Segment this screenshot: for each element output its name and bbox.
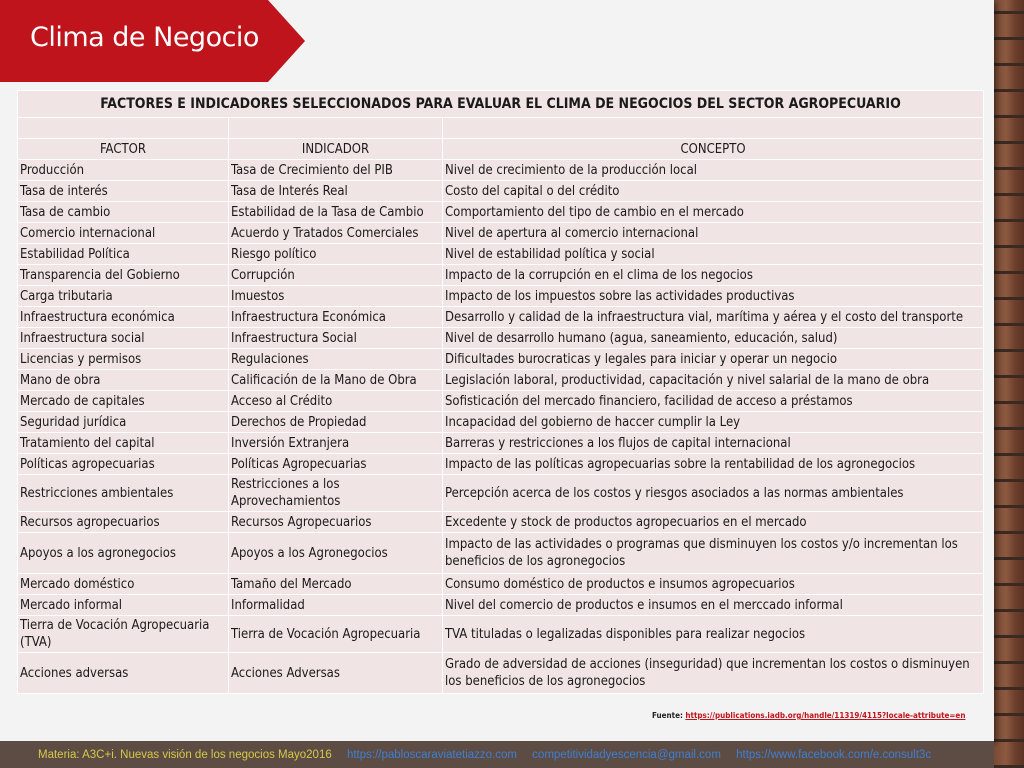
brick-wall-background: [994, 0, 1024, 768]
footer-email-link[interactable]: competitividadyescencia@gmail.com: [532, 749, 721, 761]
cell-indicador: Derechos de Propiedad: [229, 412, 443, 433]
cell-concepto: Legislación laboral, productividad, capacitación y nivel salarial de la mano de obra: [443, 370, 984, 391]
cell-indicador: Inversión Extranjera: [229, 433, 443, 454]
column-header-indicador: INDICADOR: [229, 139, 443, 160]
table-row: [18, 286, 984, 307]
footer-site-link[interactable]: https://pabloscaraviatetiazzo.com: [346, 749, 517, 761]
cell-concepto: Percepción acerca de los costos y riesgos asociados a las normas ambientales: [443, 475, 984, 512]
cell-concepto: Nivel de estabilidad política y social: [443, 244, 984, 265]
cell-concepto: Nivel de apertura al comercio internacional: [443, 223, 984, 244]
table-row: [18, 433, 984, 454]
source-label: Fuente:: [652, 711, 683, 720]
cell-indicador: Regulaciones: [229, 349, 443, 370]
table-row: [18, 328, 984, 349]
footer-course: Materia: A3C+i. Nuevas visión de los negocios Mayo2016: [38, 749, 332, 761]
cell-indicador: Acuerdo y Tratados Comerciales: [229, 223, 443, 244]
table-row: [18, 181, 984, 202]
cell-concepto: Grado de adversidad de acciones (inseguridad) que incrementan los costos o disminuyen los beneficios de los agronegocios: [443, 653, 984, 694]
table-row: [18, 512, 984, 533]
cell-indicador: Acciones Adversas: [229, 653, 443, 694]
cell-factor: Tierra de Vocación Agropecuaria (TVA): [18, 616, 229, 653]
cell-concepto: Costo del capital o del crédito: [443, 181, 984, 202]
cell-factor: Acciones adversas: [18, 653, 229, 694]
cell-concepto: Impacto de las políticas agropecuarias sobre la rentabilidad de los agronegocios: [443, 454, 984, 475]
cell-factor: Apoyos a los agronegocios: [18, 533, 229, 574]
cell-indicador: Acceso al Crédito: [229, 391, 443, 412]
cell-concepto: Nivel de crecimiento de la producción local: [443, 160, 984, 181]
cell-factor: Políticas agropecuarias: [18, 454, 229, 475]
table-row: [18, 160, 984, 181]
cell-factor: Infraestructura económica: [18, 307, 229, 328]
cell-indicador: Tierra de Vocación Agropecuaria: [229, 616, 443, 653]
cell-factor: Seguridad jurídica: [18, 412, 229, 433]
table-row: [18, 223, 984, 244]
cell-indicador: Políticas Agropecuarias: [229, 454, 443, 475]
cell-concepto: TVA tituladas o legalizadas disponibles para realizar negocios: [443, 616, 984, 653]
cell-concepto: Comportamiento del tipo de cambio en el mercado: [443, 202, 984, 223]
source-note: [652, 711, 965, 720]
footer-text: [38, 749, 931, 761]
source-link[interactable]: https://publications.iadb.org/handle/11319/4115?locale-attribute=en: [685, 711, 966, 720]
table-row: [18, 653, 984, 694]
table-row: [18, 349, 984, 370]
column-header-factor: FACTOR: [18, 139, 229, 160]
cell-factor: Producción: [18, 160, 229, 181]
table-row: [18, 244, 984, 265]
cell-concepto: Impacto de los impuestos sobre las actividades productivas: [443, 286, 984, 307]
cell-concepto: Incapacidad del gobierno de haccer cumplir la Ley: [443, 412, 984, 433]
table-row: [18, 202, 984, 223]
cell-concepto: Sofisticación del mercado financiero, facilidad de acceso a préstamos: [443, 391, 984, 412]
indicators-table: [17, 90, 983, 694]
cell-factor: Mercado informal: [18, 595, 229, 616]
cell-indicador: Recursos Agropecuarios: [229, 512, 443, 533]
blank-cell: [18, 118, 229, 139]
cell-indicador: Estabilidad de la Tasa de Cambio: [229, 202, 443, 223]
column-header-concepto: CONCEPTO: [443, 139, 984, 160]
cell-concepto: Impacto de las actividades o programas que disminuyen los costos y/o incrementan los beneficios de los agronegocios: [443, 533, 984, 574]
cell-concepto: Impacto de la corrupción en el clima de los negocios: [443, 265, 984, 286]
cell-indicador: Restricciones a los Aprovechamientos: [229, 475, 443, 512]
cell-indicador: Infraestructura Económica: [229, 307, 443, 328]
table-row: [18, 533, 984, 574]
table-row: [18, 574, 984, 595]
cell-factor: Tasa de cambio: [18, 202, 229, 223]
cell-factor: Mercado de capitales: [18, 391, 229, 412]
cell-factor: Transparencia del Gobierno: [18, 265, 229, 286]
cell-indicador: Tamaño del Mercado: [229, 574, 443, 595]
cell-indicador: Riesgo político: [229, 244, 443, 265]
table-row: [18, 475, 984, 512]
cell-factor: Recursos agropecuarios: [18, 512, 229, 533]
cell-factor: Mercado doméstico: [18, 574, 229, 595]
cell-factor: Tratamiento del capital: [18, 433, 229, 454]
cell-factor: Tasa de interés: [18, 181, 229, 202]
cell-concepto: Consumo doméstico de productos e insumos agropecuarios: [443, 574, 984, 595]
cell-concepto: Barreras y restricciones a los flujos de capital internacional: [443, 433, 984, 454]
cell-factor: Licencias y permisos: [18, 349, 229, 370]
blank-cell: [229, 118, 443, 139]
blank-cell: [443, 118, 984, 139]
slide-title: Clima de Negocio: [30, 22, 259, 53]
cell-indicador: Apoyos a los Agronegocios: [229, 533, 443, 574]
table-row: [18, 265, 984, 286]
cell-factor: Mano de obra: [18, 370, 229, 391]
cell-indicador: Calificación de la Mano de Obra: [229, 370, 443, 391]
table-heading: FACTORES E INDICADORES SELECCIONADOS PARA EVALUAR EL CLIMA DE NEGOCIOS DEL SECTOR AGROPECUARIO: [18, 91, 984, 118]
cell-indicador: Infraestructura Social: [229, 328, 443, 349]
table-row: [18, 595, 984, 616]
cell-factor: Infraestructura social: [18, 328, 229, 349]
cell-factor: Restricciones ambientales: [18, 475, 229, 512]
cell-factor: Estabilidad Política: [18, 244, 229, 265]
table-row: [18, 616, 984, 653]
table-row: [18, 307, 984, 328]
cell-factor: Carga tributaria: [18, 286, 229, 307]
cell-concepto: Excedente y stock de productos agropecuarios en el mercado: [443, 512, 984, 533]
table-row: [18, 454, 984, 475]
cell-concepto: Dificultades burocraticas y legales para iniciar y operar un negocio: [443, 349, 984, 370]
cell-factor: Comercio internacional: [18, 223, 229, 244]
cell-indicador: Imuestos: [229, 286, 443, 307]
footer-facebook-link[interactable]: https://www.facebook.com/e.consult3c: [736, 749, 932, 761]
cell-indicador: Tasa de Crecimiento del PIB: [229, 160, 443, 181]
table-row: [18, 391, 984, 412]
cell-indicador: Corrupción: [229, 265, 443, 286]
cell-concepto: Desarrollo y calidad de la infraestructura vial, marítima y aérea y el costo del transporte: [443, 307, 984, 328]
table-row: [18, 370, 984, 391]
cell-indicador: Informalidad: [229, 595, 443, 616]
cell-concepto: Nivel del comercio de productos e insumos en el merccado informal: [443, 595, 984, 616]
cell-indicador: Tasa de Interés Real: [229, 181, 443, 202]
cell-concepto: Nivel de desarrollo humano (agua, saneamiento, educación, salud): [443, 328, 984, 349]
table-row: [18, 412, 984, 433]
